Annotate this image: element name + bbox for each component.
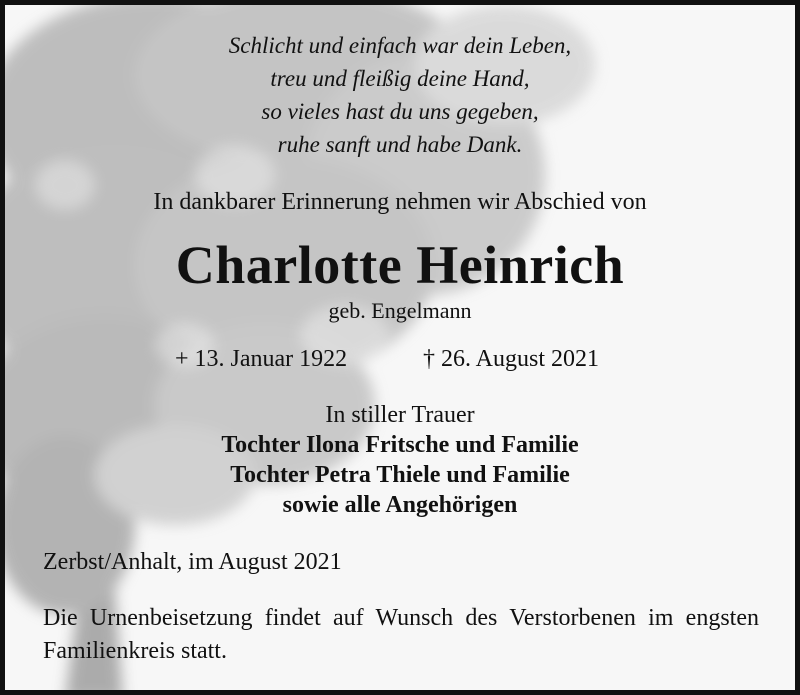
deceased-name: Charlotte Heinrich	[175, 235, 625, 295]
birth-date: + 13. Januar 1922	[175, 346, 348, 372]
mourner-line: sowie alle Angehörigen	[282, 492, 518, 518]
poem-line: treu und fleißig deine Hand,	[270, 66, 530, 91]
mourners-block	[5, 400, 795, 520]
intro-text: In dankbarer Erinnerung nehmen wir Abschied von	[153, 189, 647, 215]
place-and-date: Zerbst/Anhalt, im August 2021	[43, 549, 342, 575]
burial-note: Die Urnenbeisetzung findet auf Wunsch des Verstorbenen im engsten Familienkreis statt.	[43, 605, 759, 664]
poem-line: ruhe sanft und habe Dank.	[277, 132, 523, 157]
maiden-name: geb. Engelmann	[328, 298, 472, 323]
death-date: † 26. August 2021	[423, 346, 600, 372]
obituary-content	[5, 5, 795, 690]
mourner-line: Tochter Ilona Fritsche und Familie	[221, 432, 579, 458]
poem-line: so vieles hast du uns gegeben,	[261, 99, 539, 124]
poem-line: Schlicht und einfach war dein Leben,	[228, 33, 572, 58]
poem	[5, 29, 795, 161]
mourning-heading: In stiller Trauer	[325, 402, 475, 428]
mourner-line: Tochter Petra Thiele und Familie	[230, 462, 570, 488]
